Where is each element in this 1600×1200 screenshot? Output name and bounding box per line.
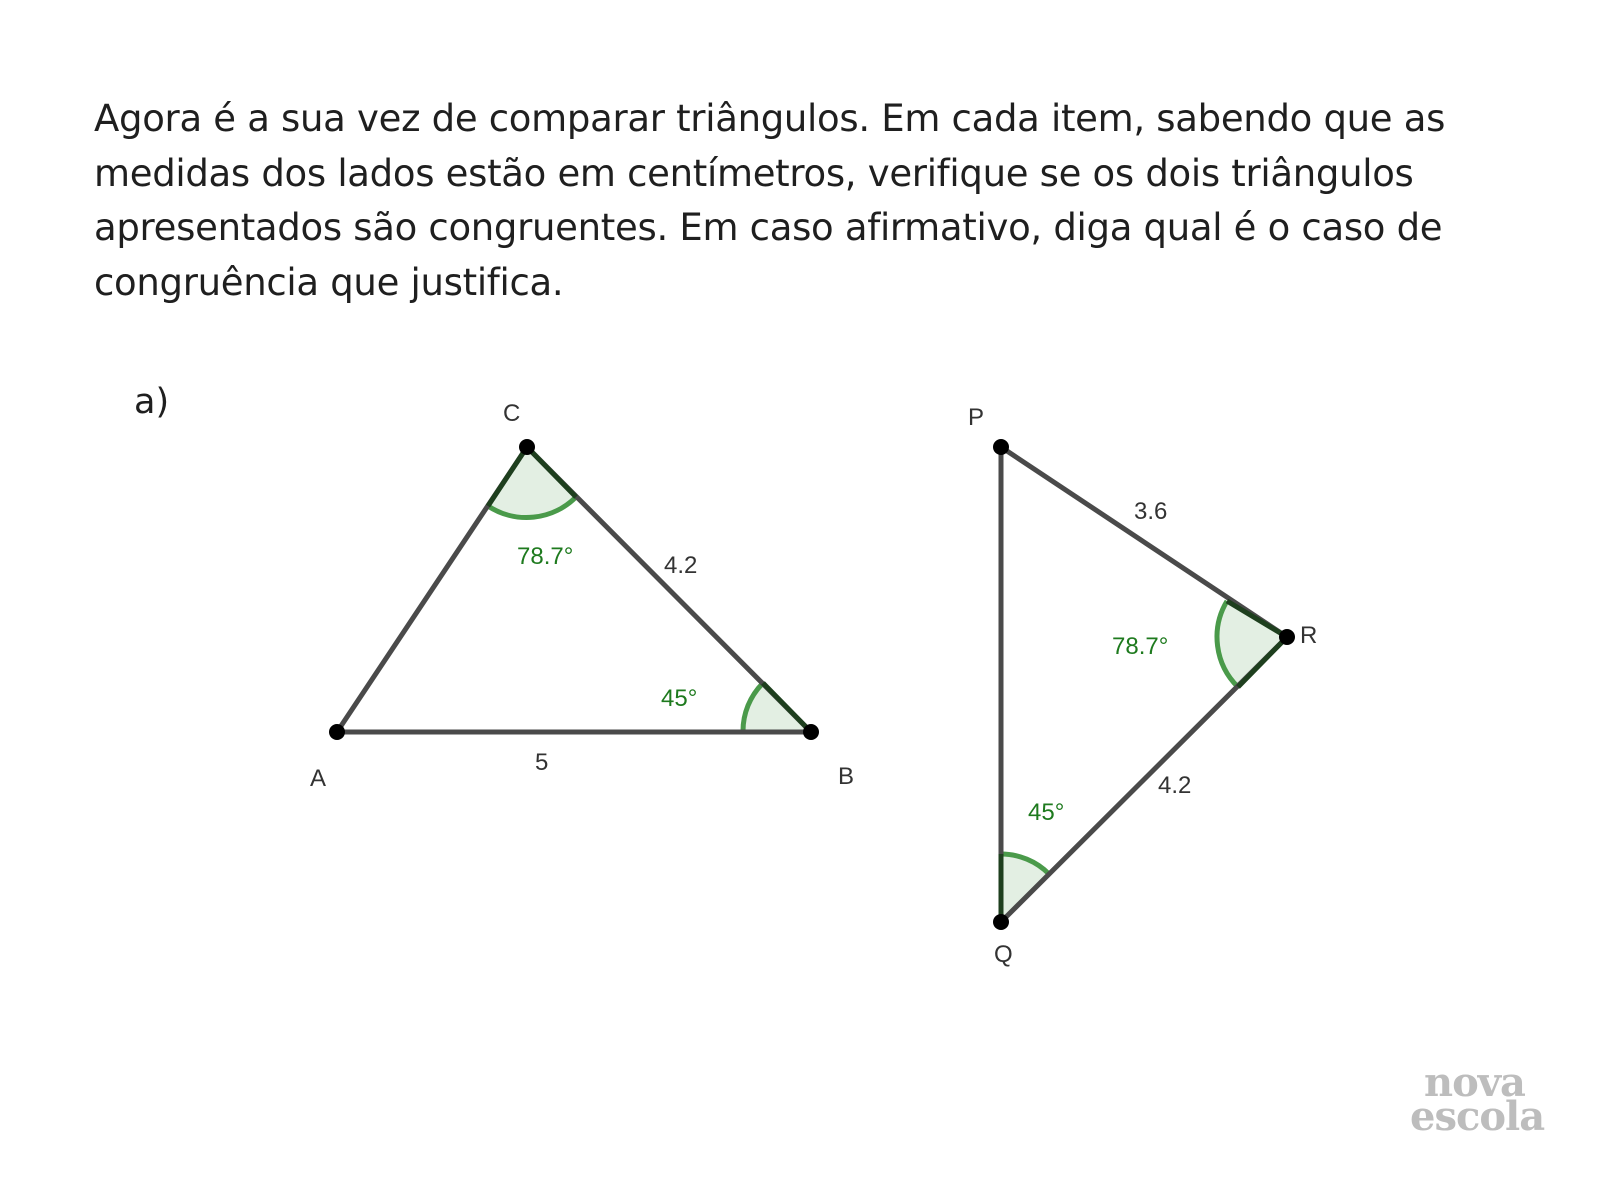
vertex-r [1279,629,1295,645]
vertex-p [993,439,1009,455]
vertex-label-p: P [968,404,985,431]
angle-label-r: 78.7° [1112,633,1169,660]
side-label-qr: 4.2 [1158,772,1192,799]
side-label-bc: 4.2 [664,552,698,579]
instructions-text: Agora é a sua vez de comparar triângulos. Em cada item, sabendo que as medidas dos lados estão em centímetros, verifique se os dois triângulos apresentados são congruentes. Em caso afirmativo, diga qual é o caso de congruência que justifica. [94,97,1446,304]
vertex-label-r: R [1300,622,1318,649]
vertex-label-b: B [838,763,855,790]
side-label-pr: 3.6 [1134,498,1168,525]
vertex-q [993,914,1009,930]
item-label-a: a) [134,382,170,422]
vertex-b [803,724,819,740]
angle-label-c: 78.7° [517,543,574,570]
logo-line-1: nova [1424,1059,1525,1106]
vertex-label-q: Q [994,941,1013,968]
nova-escola-logo [1410,1059,1570,1140]
side-label-ab: 5 [535,749,549,776]
vertex-a [329,724,345,740]
angle-label-q: 45° [1028,799,1065,826]
vertex-c [519,439,535,455]
triangle-abc [310,400,854,792]
logo-line-2: escola [1410,1093,1545,1140]
vertex-label-c: C [503,400,521,427]
angle-label-b: 45° [661,685,698,712]
triangle-pqr [968,404,1317,968]
vertex-label-a: A [310,765,327,792]
